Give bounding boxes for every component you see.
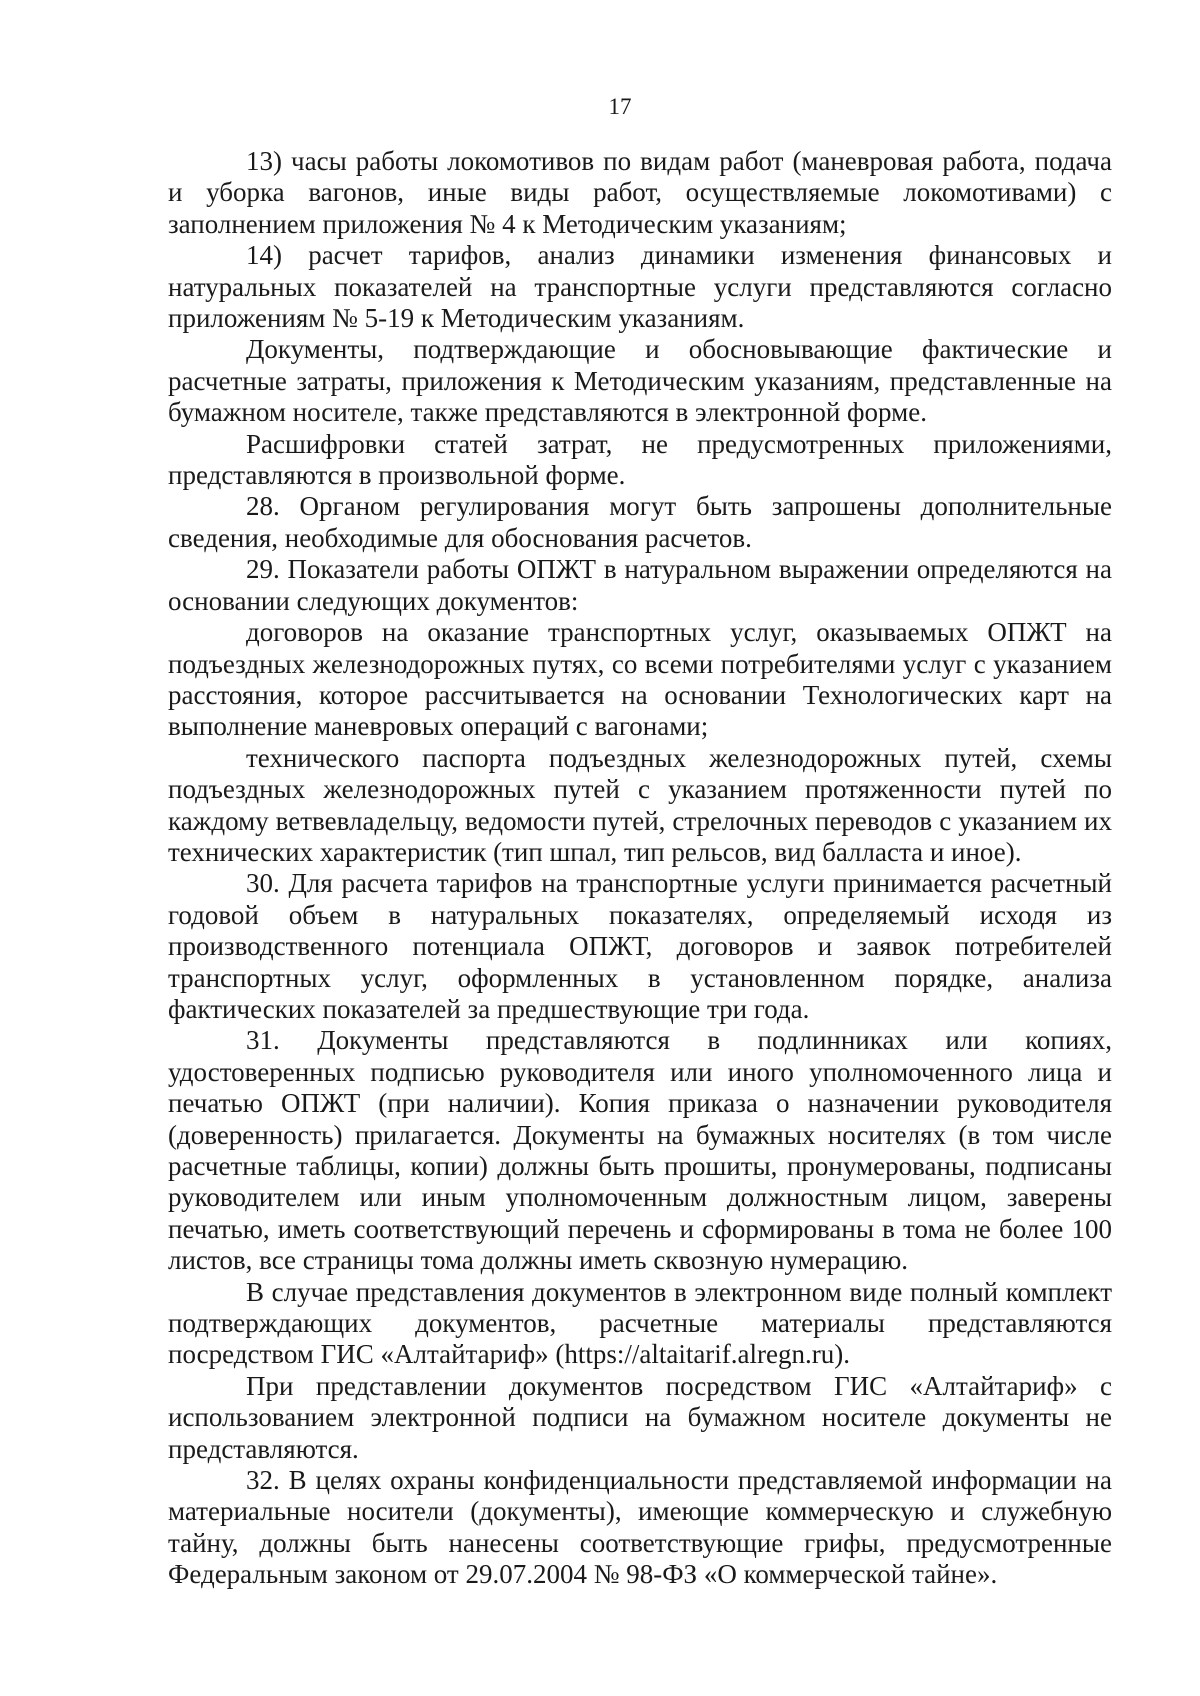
paragraph-clause-29: 29. Показатели работы ОПЖТ в натуральном выражении определяются на основании следующих документов: [168, 554, 1112, 616]
paragraph-electronic-submission: В случае представления документов в электронном виде полный комплект подтверждающих документов, расчетные материалы представляются посредством ГИС «Алтайтариф» (https://altaitarif.alregn.ru). [168, 1276, 1112, 1370]
paragraph-clause-32: 32. В целях охраны конфиденциальности представляемой информации на материальные носители (документы), имеющие коммерческую и служебную тайну, должны быть нанесены соответствующие грифы, предусмотренные Федеральным законом от 29.07.2004 № 98-ФЗ «О коммерческой тайне». [168, 1465, 1112, 1590]
paragraph-clause-31: 31. Документы представляются в подлинниках или копиях, удостоверенных подписью руководителя или иного уполномоченного лица и печатью ОПЖТ (при наличии). Копия приказа о назначении руководителя (доверенность) прилагается. Документы на бумажных носителях (в том числе расчетные таблицы, копии) должны быть прошиты, пронумерованы, подписаны руководителем или иным уполномоченным должностным лицом, заверены печатью, иметь соответствующий перечень и сформированы в тома не более 100 листов, все страницы тома должны иметь сквозную нумерацию. [168, 1025, 1112, 1276]
page-number: 17 [608, 94, 632, 119]
paragraph-technical-passport: технического паспорта подъездных железнодорожных путей, схемы подъездных железнодорожных путей с указанием протяженности путей по каждому ветвевладельцу, ведомости путей, стрелочных переводов с указанием их технических характеристик (тип шпал, тип рельсов, вид балласта и иное). [168, 742, 1112, 867]
document-body [168, 146, 1112, 1591]
paragraph-documents-electronic: Документы, подтверждающие и обосновывающие фактические и расчетные затраты, приложения к Методическим указаниям, представленные на бумажном носителе, также представляются в электронной форме. [168, 334, 1112, 428]
paragraph-clause-30: 30. Для расчета тарифов на транспортные услуги принимается расчетный годовой объем в натуральных показателях, определяемый исходя из производственного потенциала ОПЖТ, договоров и заявок потребителей транспортных услуг, оформленных в установленном порядке, анализа фактических показателей за предшествующие три года. [168, 868, 1112, 1024]
paragraph-contracts: договоров на оказание транспортных услуг, оказываемых ОПЖТ на подъездных железнодорожных путях, со всеми потребителями услуг с указанием расстояния, которое рассчитывается на основании Технологических карт на выполнение маневровых операций с вагонами; [168, 617, 1112, 742]
paragraph-cost-breakdown: Расшифровки статей затрат, не предусмотренных приложениями, представляются в произвольной форме. [168, 428, 1112, 491]
paragraph-item-13: 13) часы работы локомотивов по видам работ (маневровая работа, подача и уборка вагонов, иные виды работ, осуществляемые локомотивами) с заполнением приложения № 4 к Методическим указаниям; [168, 146, 1112, 239]
paragraph-electronic-signature: При представлении документов посредством ГИС «Алтайтариф» с использованием электронной подписи на бумажном носителе документы не представляются. [168, 1370, 1112, 1464]
paragraph-clause-28: 28. Органом регулирования могут быть запрошены дополнительные сведения, необходимые для обоснования расчетов. [168, 491, 1112, 553]
paragraph-item-14: 14) расчет тарифов, анализ динамики изменения финансовых и натуральных показателей на транспортные услуги представляются согласно приложениям № 5-19 к Методическим указаниям. [168, 240, 1112, 334]
